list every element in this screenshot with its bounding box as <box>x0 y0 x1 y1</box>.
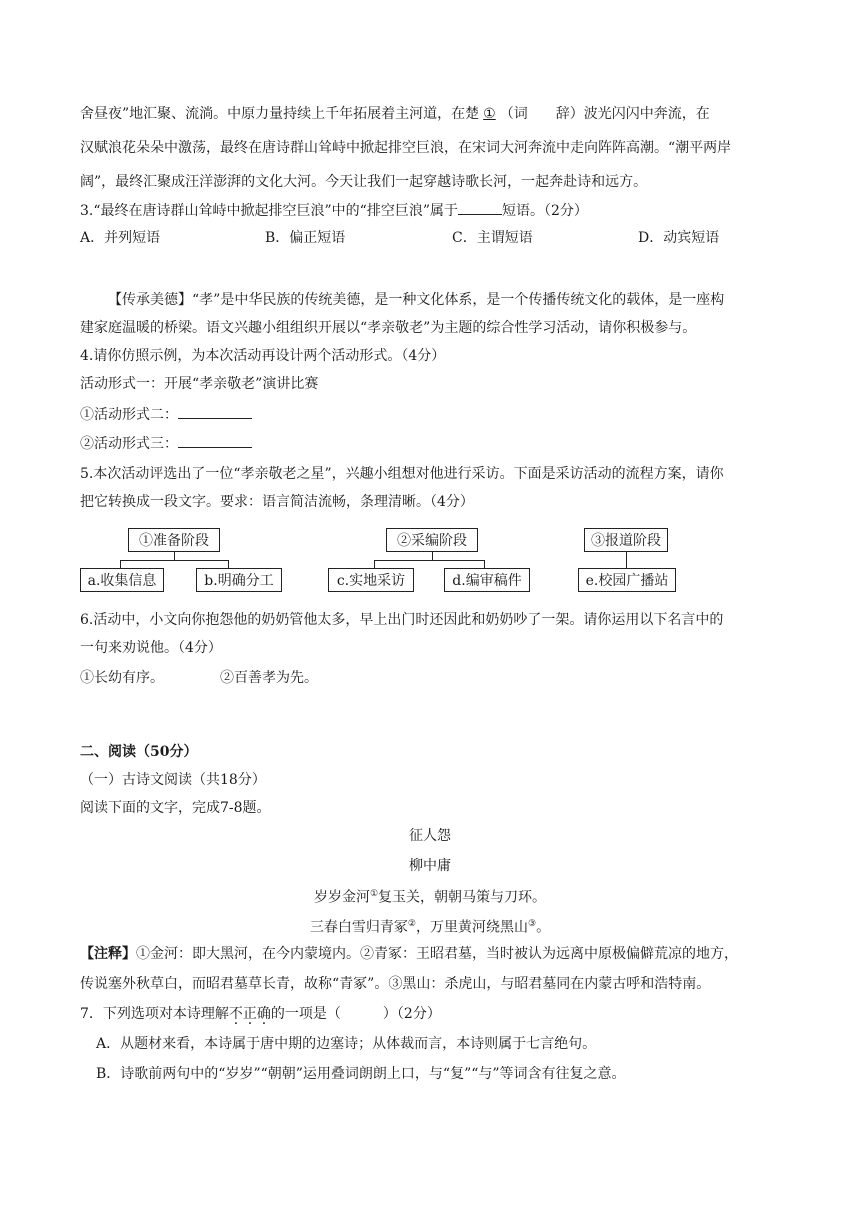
connector <box>174 552 175 560</box>
question-6-line-2: 一句来劝说他。（4分） <box>80 640 222 656</box>
activity-2: ①活动形式二： <box>80 404 252 425</box>
intro-line-2: 汉赋浪花朵朵中激荡，最终在唐诗群山耸峙中掀起排空巨浪，在宋词大河奔流中走向阵阵高潮。“潮平两岸 <box>80 140 732 156</box>
question-5-line-2: 把它转换成一段文字。要求：语言简洁流畅，条理清晰。（4分） <box>80 494 474 510</box>
option-d[interactable]: D．动宾短语 <box>638 230 720 246</box>
poem-author: 柳中庸 <box>409 858 451 874</box>
step-e-box: e.校园广播站 <box>578 568 676 592</box>
question-7-stem: 7．下列选项对本诗理解不正确的一项是（ ）（2分） <box>80 1006 441 1022</box>
step-c-box: c.实地采访 <box>328 568 414 592</box>
question-4-stem: 4.请你仿照示例，为本次活动再设计两个活动形式。（4分） <box>80 348 446 364</box>
poem-line-2: 三春白雪归青冢②，万里黄河绕黑山③。 <box>309 919 551 936</box>
step-d-box: d.编审稿件 <box>444 568 530 592</box>
connector <box>228 560 229 568</box>
notes-line-2: 传说塞外秋草白，而昭君墓草长青，故称“青冢”。③黑山：杀虎山，与昭君墓同在内蒙古呼和浩特南。 <box>80 976 711 992</box>
activity-2-blank[interactable] <box>178 404 252 419</box>
notes-line-1: 【注释】①金河：即大黑河，在今内蒙境内。②青冢：王昭君墓，当时被认为远离中原极偏僻荒凉的地方， <box>80 946 738 962</box>
intro-line-1: 舍昼夜”地汇聚、流淌。中原力量持续上千年拓展着主河道，在楚 ① （词 辞）波光闪闪中奔流，在 <box>80 106 710 122</box>
stage-2-box: ②采编阶段 <box>386 528 478 552</box>
connector <box>120 560 228 561</box>
section-2-title: 二、阅读（50分） <box>80 744 198 760</box>
option-a[interactable]: A．并列短语 <box>80 230 161 246</box>
connector <box>374 560 484 561</box>
activity-example: 活动形式一：开展“孝亲敬老”演讲比赛 <box>80 376 319 392</box>
question-7-option-a[interactable]: A．从题材来看，本诗属于唐中期的边塞诗；从体裁而言，本诗则属于七言绝句。 <box>96 1036 597 1052</box>
intro-line-3: 阔”，最终汇聚成汪洋澎湃的文化大河。今天让我们一起穿越诗歌长河，一起奔赴诗和远方。 <box>80 174 648 190</box>
step-b-box: b.明确分工 <box>196 568 282 592</box>
quote-1: ①长幼有序。 <box>80 670 164 686</box>
activity-3-blank[interactable] <box>178 433 252 448</box>
quote-2: ②百善孝为先。 <box>220 670 318 686</box>
section-2-sub: （一）古诗文阅读（共18分） <box>80 772 266 788</box>
poem-line-1: 岁岁金河①复玉关，朝朝马策与刀环。 <box>313 889 547 906</box>
poem-title: 征人怨 <box>409 828 451 844</box>
stage-1-box: ①准备阶段 <box>128 528 220 552</box>
virtue-line-2: 建家庭温暖的桥梁。语文兴趣小组组织开展以“孝亲敬老”为主题的综合性学习活动，请你积极参与。 <box>80 320 697 336</box>
answer-blank[interactable] <box>458 200 502 215</box>
option-c[interactable]: C．主谓短语 <box>452 230 533 246</box>
option-b[interactable]: B．偏正短语 <box>265 230 346 246</box>
connector <box>374 560 375 568</box>
section-2-instruction: 阅读下面的文字，完成7-8题。 <box>80 800 271 816</box>
connector <box>626 552 627 568</box>
stage-3-box: ③报道阶段 <box>584 528 668 552</box>
connector <box>484 560 485 568</box>
question-7-option-b[interactable]: B．诗歌前两句中的“岁岁”“朝朝”运用叠词朗朗上口，与“复”“与”等词含有往复之意。 <box>96 1066 626 1082</box>
connector <box>432 552 433 560</box>
question-3-options <box>80 228 780 248</box>
question-3-stem: 3.“最终在唐诗群山耸峙中掀起排空巨浪”中的“排空巨浪”属于 短语。（2分） <box>80 200 588 221</box>
activity-3: ②活动形式三： <box>80 433 252 454</box>
question-6-line-1: 6.活动中，小文向你抱怨他的奶奶管他太多，早上出门时还因此和奶奶吵了一架。请你运用以下名言中的 <box>80 612 724 628</box>
question-5-line-1: 5.本次活动评选出了一位“孝亲敬老之星”，兴趣小组想对他进行采访。下面是采访活动的流程方案，请你 <box>80 466 724 482</box>
virtue-line-1: 【传承美德】“孝”是中华民族的传统美德，是一种文化体系，是一个传播传统文化的载体，是一座构 <box>108 292 725 308</box>
connector <box>120 560 121 568</box>
step-a-box: a.收集信息 <box>80 568 164 592</box>
blank-1: ① <box>483 106 496 122</box>
